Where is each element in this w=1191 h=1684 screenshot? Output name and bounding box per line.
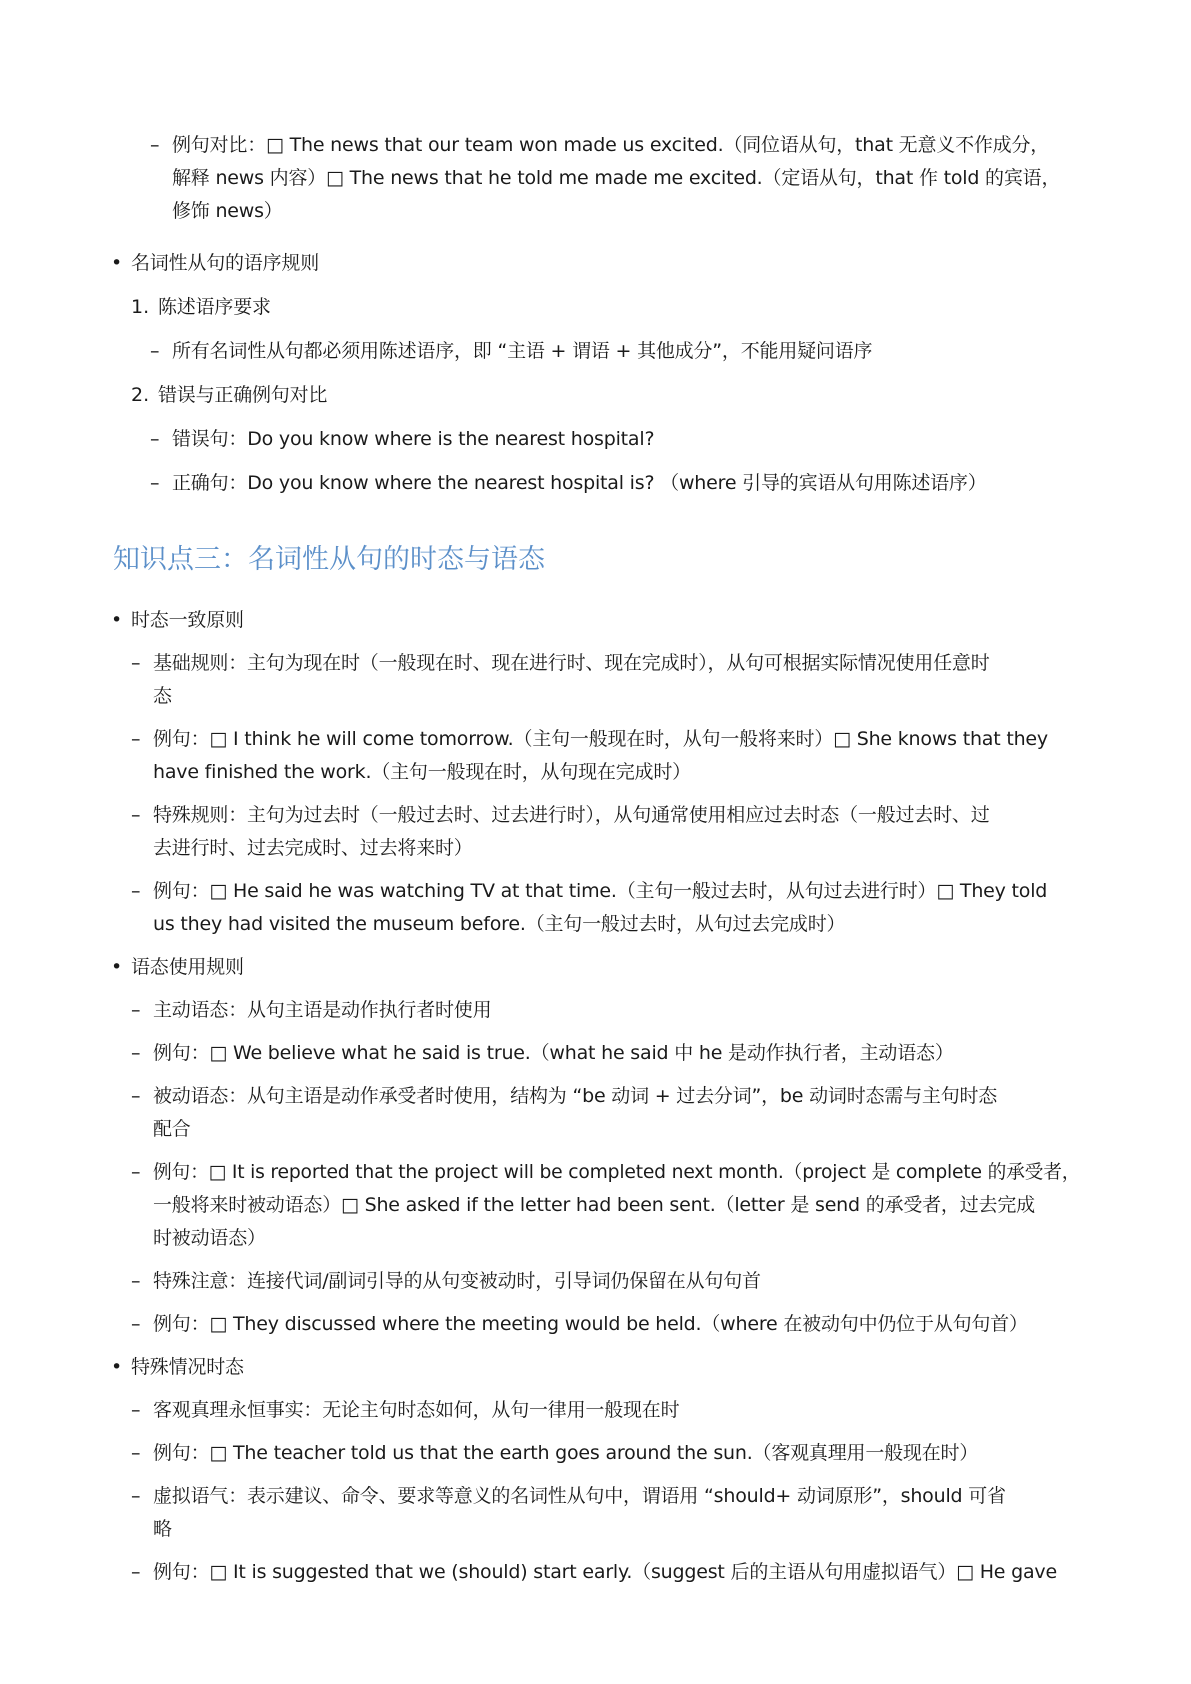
- dash-marker: –: [131, 1161, 141, 1183]
- statement-order-line: 所有名词性从句都必须用陈述语序，即 “主语 + 谓语 + 其他成分”，不能用疑问语序: [172, 340, 873, 362]
- compare-line-3: 修饰 news）: [172, 200, 283, 222]
- bullet-marker: •: [111, 252, 123, 274]
- compare-line-1: 例句对比：□ The news that our team won made us excited.（同位语从句，that 无意义不作成分，: [172, 134, 1050, 156]
- tense-title: 时态一致原则: [131, 609, 244, 631]
- bullet-marker: •: [111, 1356, 123, 1378]
- special-cases-title: 特殊情况时态: [131, 1356, 244, 1378]
- active-example-line: 例句：□ We believe what he said is true.（what he said 中 he 是动作执行者，主动语态）: [153, 1042, 954, 1064]
- subjunctive-line-1: 虚拟语气：表示建议、命令、要求等意义的名词性从句中，谓语用 “should+ 动词原形”，should 可省: [153, 1485, 1006, 1507]
- dash-marker: –: [131, 1561, 141, 1583]
- number-marker-1: 1.: [131, 296, 150, 318]
- dash-marker: –: [131, 1399, 141, 1421]
- truth-rule-line: 客观真理永恒事实：无论主句时态如何，从句一律用一般现在时: [153, 1399, 680, 1421]
- wrong-sentence: 错误句：Do you know where is the nearest hospital?: [172, 428, 655, 450]
- tense-example-1-line-1: 例句：□ I think he will come tomorrow.（主句一般现在时，从句一般将来时）□ She knows that they: [153, 728, 1048, 750]
- dash-marker: –: [131, 804, 141, 826]
- compare-line-2: 解释 news 内容）□ The news that he told me made me excited.（定语从句，that 作 told 的宾语，: [172, 167, 1061, 189]
- voice-title: 语态使用规则: [131, 956, 244, 978]
- dash-marker: –: [131, 1042, 141, 1064]
- passive-example-line-2: 一般将来时被动语态）□ She asked if the letter had been sent.（letter 是 send 的承受者，过去完成: [153, 1194, 1035, 1216]
- note-example-line: 例句：□ They discussed where the meeting would be held.（where 在被动句中仍位于从句句首）: [153, 1313, 1028, 1335]
- special-rule-line-2: 去进行时、过去完成时、过去将来时）: [153, 837, 473, 859]
- special-note-line: 特殊注意：连接代词/副词引导的从句变被动时，引导词仍保留在从句句首: [153, 1270, 761, 1292]
- section-heading: 知识点三：名词性从句的时态与语态: [113, 544, 545, 575]
- bullet-marker: •: [111, 956, 123, 978]
- dash-marker: –: [150, 134, 160, 156]
- bullet-marker: •: [111, 609, 123, 631]
- dash-marker: –: [131, 999, 141, 1021]
- subjunctive-example-line: 例句：□ It is suggested that we (should) start early.（suggest 后的主语从句用虚拟语气）□ He gave: [153, 1561, 1057, 1583]
- dash-marker: –: [150, 472, 160, 494]
- passive-voice-line-1: 被动语态：从句主语是动作承受者时使用，结构为 “be 动词 + 过去分词”，be 动词时态需与主句时态: [153, 1085, 998, 1107]
- subjunctive-line-2: 略: [153, 1518, 172, 1540]
- number-marker-2: 2.: [131, 384, 150, 406]
- special-rule-line-1: 特殊规则：主句为过去时（一般过去时、过去进行时），从句通常使用相应过去时态（一般过去时、过: [153, 804, 990, 826]
- active-voice-line: 主动语态：从句主语是动作执行者时使用: [153, 999, 492, 1021]
- passive-voice-line-2: 配合: [153, 1118, 191, 1140]
- passive-example-line-1: 例句：□ It is reported that the project will be completed next month.（project 是 complete 的承受者，: [153, 1161, 1081, 1183]
- dash-marker: –: [131, 1085, 141, 1107]
- dash-marker: –: [131, 1442, 141, 1464]
- dash-marker: –: [131, 1485, 141, 1507]
- right-sentence: 正确句：Do you know where the nearest hospital is? （where 引导的宾语从句用陈述语序）: [172, 472, 987, 494]
- dash-marker: –: [150, 428, 160, 450]
- compare-examples-title: 错误与正确例句对比: [158, 384, 328, 406]
- dash-marker: –: [131, 1270, 141, 1292]
- dash-marker: –: [131, 1313, 141, 1335]
- word-order-title: 名词性从句的语序规则: [131, 252, 320, 274]
- dash-marker: –: [150, 340, 160, 362]
- dash-marker: –: [131, 880, 141, 902]
- truth-example-line: 例句：□ The teacher told us that the earth goes around the sun.（客观真理用一般现在时）: [153, 1442, 979, 1464]
- tense-example-1-line-2: have finished the work.（主句一般现在时，从句现在完成时）: [153, 761, 691, 783]
- tense-example-2-line-1: 例句：□ He said he was watching TV at that time.（主句一般过去时，从句过去进行时）□ They told: [153, 880, 1048, 902]
- basic-rule-line-1: 基础规则：主句为现在时（一般现在时、现在进行时、现在完成时），从句可根据实际情况使用任意时: [153, 652, 990, 674]
- dash-marker: –: [131, 728, 141, 750]
- passive-example-line-3: 时被动语态）: [153, 1227, 266, 1249]
- basic-rule-line-2: 态: [153, 685, 172, 707]
- dash-marker: –: [131, 652, 141, 674]
- statement-order-title: 陈述语序要求: [158, 296, 271, 318]
- tense-example-2-line-2: us they had visited the museum before.（主句一般过去时，从句过去完成时）: [153, 913, 846, 935]
